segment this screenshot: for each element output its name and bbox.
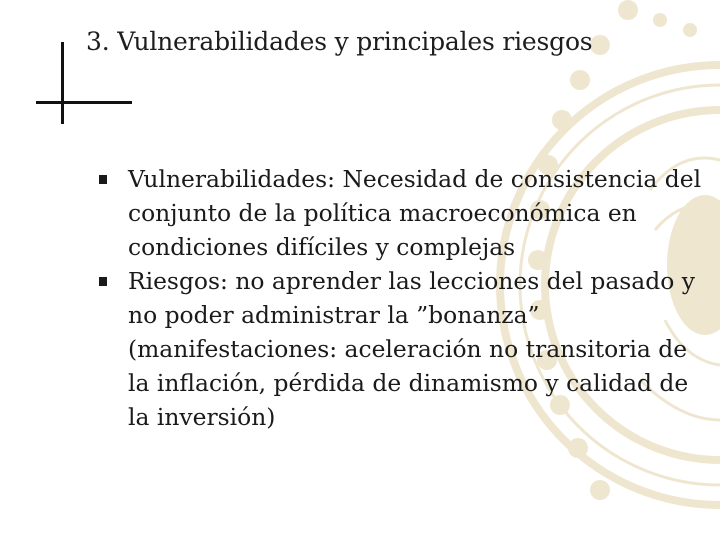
bullet-text: Riesgos: no aprender las lecciones del pasado y no poder administrar la ”bonanza” (manifestaciones: aceleración no transitoria de la inflación, pérdida de dinamismo y calidad de la inversión) — [128, 267, 695, 431]
bullet-item-vulnerabilidades — [95, 162, 710, 264]
square-bullet-icon — [99, 277, 107, 286]
square-bullet-icon — [99, 175, 107, 184]
bullet-list — [95, 162, 710, 434]
slide-title: 3. Vulnerabilidades y principales riesgos — [86, 27, 593, 56]
title-rule-vertical — [61, 42, 64, 124]
title-rule-horizontal — [36, 101, 132, 104]
bullet-item-riesgos — [95, 264, 710, 434]
bullet-text: Vulnerabilidades: Necesidad de consistencia del conjunto de la política macroeconómica en condiciones difíciles y complejas — [128, 165, 702, 261]
